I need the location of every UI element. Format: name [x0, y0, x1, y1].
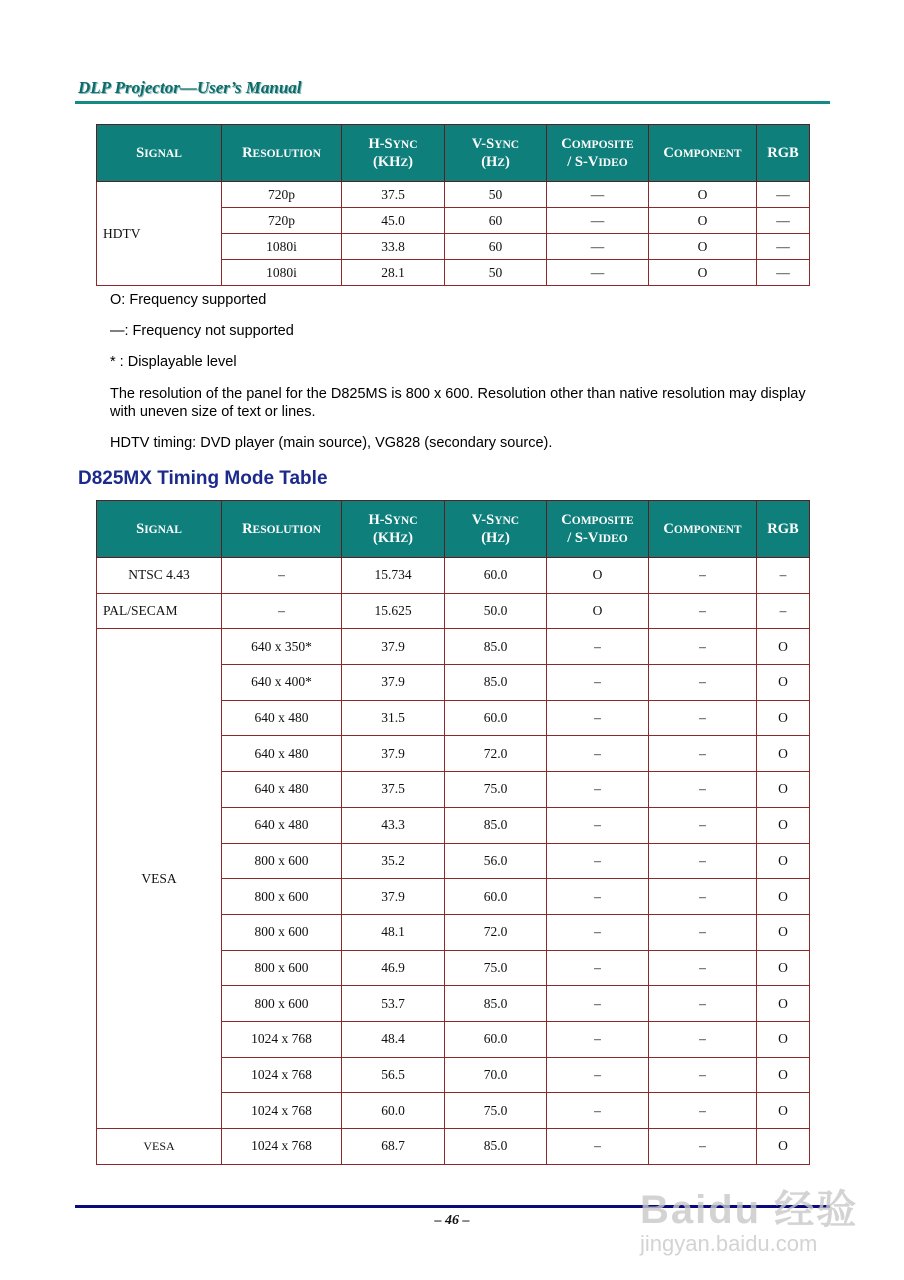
signal-cell: HDTV	[97, 182, 222, 286]
hsync-cell: 31.5	[342, 700, 445, 736]
component-cell: –	[649, 629, 757, 665]
rgb-cell: —	[757, 234, 810, 260]
composite-cell: –	[547, 843, 649, 879]
column-header: V-SYNC (HZ)	[445, 501, 547, 558]
column-header: COMPOSITE / S-VIDEO	[547, 501, 649, 558]
signal-cell: NTSC 4.43	[97, 558, 222, 594]
component-cell: –	[649, 1093, 757, 1129]
baidu-watermark	[640, 1178, 858, 1257]
rgb-cell: –	[757, 593, 810, 629]
component-cell: –	[649, 593, 757, 629]
hsync-cell: 37.9	[342, 736, 445, 772]
hsync-cell: 53.7	[342, 986, 445, 1022]
composite-cell: –	[547, 986, 649, 1022]
resolution-cell: 1024 x 768	[222, 1129, 342, 1165]
hsync-cell: 37.9	[342, 629, 445, 665]
resolution-cell: 1080i	[222, 234, 342, 260]
composite-cell: O	[547, 558, 649, 594]
signal-cell: VESA	[97, 1129, 222, 1165]
hsync-cell: 48.4	[342, 1021, 445, 1057]
column-header: COMPOSITE / S-VIDEO	[547, 125, 649, 182]
rgb-cell: —	[757, 208, 810, 234]
component-cell: O	[649, 260, 757, 286]
hsync-cell: 28.1	[342, 260, 445, 286]
header-smallcaps: Z	[400, 533, 409, 545]
hsync-cell: 35.2	[342, 843, 445, 879]
resolution-cell: 640 x 350*	[222, 629, 342, 665]
header-smallcaps: Z	[400, 157, 409, 169]
composite-cell: —	[547, 182, 649, 208]
rgb-cell: O	[757, 879, 810, 915]
component-cell: O	[649, 182, 757, 208]
header-smallcaps: ESOLUTION	[252, 523, 321, 536]
component-cell: –	[649, 736, 757, 772]
column-header: H-SYNC (KHZ)	[342, 501, 445, 558]
vsync-cell: 60.0	[445, 558, 547, 594]
column-header: COMPONENT	[649, 501, 757, 558]
header-title: DLP Projector—User’s Manual	[78, 78, 302, 97]
vsync-cell: 56.0	[445, 843, 547, 879]
composite-cell: –	[547, 1021, 649, 1057]
rgb-cell: O	[757, 1057, 810, 1093]
vsync-cell: 50.0	[445, 593, 547, 629]
vsync-cell: 75.0	[445, 772, 547, 808]
rgb-cell: O	[757, 700, 810, 736]
header-smallcaps: OMPONENT	[673, 147, 742, 160]
hsync-cell: 60.0	[342, 1093, 445, 1129]
resolution-cell: 800 x 600	[222, 843, 342, 879]
column-header: H-SYNC (KHZ)	[342, 125, 445, 182]
note-displayable: * : Displayable level	[110, 354, 237, 370]
d825mx-timing-table	[96, 500, 810, 1165]
composite-cell: —	[547, 208, 649, 234]
hsync-cell: 33.8	[342, 234, 445, 260]
rgb-cell: –	[757, 558, 810, 594]
rgb-cell: O	[757, 914, 810, 950]
component-cell: –	[649, 986, 757, 1022]
table-row	[97, 182, 810, 208]
note-supported: O: Frequency supported	[110, 292, 267, 308]
hsync-cell: 15.625	[342, 593, 445, 629]
composite-cell: –	[547, 807, 649, 843]
resolution-cell: 640 x 480	[222, 736, 342, 772]
header-smallcaps: YNC	[494, 514, 520, 527]
column-header: RGB	[757, 125, 810, 182]
hdtv-timing-table	[96, 124, 810, 286]
rgb-cell: O	[757, 665, 810, 701]
component-cell: –	[649, 914, 757, 950]
header-smallcaps: IDEO	[598, 157, 628, 169]
column-header: RESOLUTION	[222, 125, 342, 182]
header-smallcaps: IGNAL	[144, 523, 182, 536]
header-smallcaps: OMPOSITE	[571, 138, 634, 151]
component-cell: –	[649, 700, 757, 736]
resolution-cell: –	[222, 593, 342, 629]
component-cell: –	[649, 1021, 757, 1057]
resolution-cell: 640 x 480	[222, 807, 342, 843]
resolution-cell: 720p	[222, 208, 342, 234]
resolution-cell: 640 x 400*	[222, 665, 342, 701]
header-divider	[75, 101, 830, 104]
resolution-cell: 1024 x 768	[222, 1093, 342, 1129]
vsync-cell: 60.0	[445, 879, 547, 915]
page-number: – 46 –	[434, 1213, 470, 1228]
column-header: SIGNAL	[97, 125, 222, 182]
composite-cell: O	[547, 593, 649, 629]
column-header: V-SYNC (HZ)	[445, 125, 547, 182]
hsync-cell: 46.9	[342, 950, 445, 986]
header-smallcaps: ESOLUTION	[252, 147, 321, 160]
header-smallcaps: IDEO	[598, 533, 628, 545]
composite-cell: –	[547, 665, 649, 701]
rgb-cell: O	[757, 807, 810, 843]
hsync-cell: 56.5	[342, 1057, 445, 1093]
column-header: COMPONENT	[649, 125, 757, 182]
composite-cell: –	[547, 629, 649, 665]
composite-cell: –	[547, 914, 649, 950]
column-header: SIGNAL	[97, 501, 222, 558]
hsync-cell: 37.5	[342, 182, 445, 208]
vsync-cell: 75.0	[445, 1093, 547, 1129]
component-cell: –	[649, 807, 757, 843]
note-hdtv-timing: HDTV timing: DVD player (main source), VG828 (secondary source).	[110, 435, 553, 451]
vsync-cell: 60.0	[445, 1021, 547, 1057]
vsync-cell: 85.0	[445, 986, 547, 1022]
vsync-cell: 50	[445, 182, 547, 208]
table-row	[97, 629, 810, 665]
table-row	[97, 558, 810, 594]
hsync-cell: 68.7	[342, 1129, 445, 1165]
resolution-cell: 640 x 480	[222, 700, 342, 736]
rgb-cell: O	[757, 736, 810, 772]
hsync-cell: 37.9	[342, 665, 445, 701]
vsync-cell: 85.0	[445, 665, 547, 701]
rgb-cell: —	[757, 182, 810, 208]
section-title: D825MX Timing Mode Table	[78, 468, 328, 489]
component-cell: –	[649, 1129, 757, 1165]
signal-cell: PAL/SECAM	[97, 593, 222, 629]
vsync-cell: 72.0	[445, 914, 547, 950]
table-row	[97, 1129, 810, 1165]
component-cell: –	[649, 665, 757, 701]
vsync-cell: 75.0	[445, 950, 547, 986]
note-resolution: The resolution of the panel for the D825MS is 800 x 600. Resolution other than native resolution may display with uneven size of text or lines.	[110, 386, 806, 420]
composite-cell: –	[547, 1057, 649, 1093]
component-cell: –	[649, 1057, 757, 1093]
column-header: RESOLUTION	[222, 501, 342, 558]
resolution-cell: 800 x 600	[222, 950, 342, 986]
signal-cell: VESA	[97, 629, 222, 1129]
composite-cell: –	[547, 736, 649, 772]
header-smallcaps: YNC	[392, 514, 418, 527]
watermark-url: jingyan.baidu.com	[640, 1231, 818, 1256]
header-smallcaps: OMPONENT	[673, 523, 742, 536]
resolution-cell: –	[222, 558, 342, 594]
hsync-cell: 43.3	[342, 807, 445, 843]
rgb-cell: O	[757, 950, 810, 986]
vsync-cell: 50	[445, 260, 547, 286]
vsync-cell: 70.0	[445, 1057, 547, 1093]
rgb-cell: O	[757, 772, 810, 808]
composite-cell: —	[547, 260, 649, 286]
header-smallcaps: YNC	[392, 138, 418, 151]
component-cell: O	[649, 208, 757, 234]
rgb-cell: O	[757, 1129, 810, 1165]
composite-cell: –	[547, 950, 649, 986]
component-cell: –	[649, 950, 757, 986]
hsync-cell: 48.1	[342, 914, 445, 950]
component-cell: O	[649, 234, 757, 260]
header-smallcaps: IGNAL	[144, 147, 182, 160]
resolution-cell: 800 x 600	[222, 986, 342, 1022]
header-smallcaps: OMPOSITE	[571, 514, 634, 527]
vsync-cell: 85.0	[445, 629, 547, 665]
note-not-supported: —: Frequency not supported	[110, 323, 294, 339]
rgb-cell: O	[757, 1021, 810, 1057]
header-smallcaps: YNC	[494, 138, 520, 151]
composite-cell: —	[547, 234, 649, 260]
vsync-cell: 85.0	[445, 1129, 547, 1165]
header-smallcaps: Z	[497, 157, 505, 169]
composite-cell: –	[547, 700, 649, 736]
rgb-cell: O	[757, 629, 810, 665]
rgb-cell: O	[757, 843, 810, 879]
resolution-cell: 1024 x 768	[222, 1057, 342, 1093]
composite-cell: –	[547, 772, 649, 808]
hsync-cell: 37.9	[342, 879, 445, 915]
resolution-cell: 800 x 600	[222, 914, 342, 950]
rgb-cell: —	[757, 260, 810, 286]
component-cell: –	[649, 879, 757, 915]
component-cell: –	[649, 558, 757, 594]
resolution-cell: 800 x 600	[222, 879, 342, 915]
header-smallcaps: Z	[497, 533, 505, 545]
component-cell: –	[649, 772, 757, 808]
composite-cell: –	[547, 879, 649, 915]
resolution-cell: 1024 x 768	[222, 1021, 342, 1057]
vsync-cell: 60.0	[445, 700, 547, 736]
vsync-cell: 72.0	[445, 736, 547, 772]
column-header: RGB	[757, 501, 810, 558]
resolution-cell: 1080i	[222, 260, 342, 286]
rgb-cell: O	[757, 1093, 810, 1129]
vsync-cell: 60	[445, 208, 547, 234]
resolution-cell: 720p	[222, 182, 342, 208]
rgb-cell: O	[757, 986, 810, 1022]
hsync-cell: 37.5	[342, 772, 445, 808]
hsync-cell: 45.0	[342, 208, 445, 234]
vsync-cell: 60	[445, 234, 547, 260]
watermark-logo: Baidu 经验	[640, 1188, 859, 1232]
composite-cell: –	[547, 1093, 649, 1129]
component-cell: –	[649, 843, 757, 879]
resolution-cell: 640 x 480	[222, 772, 342, 808]
composite-cell: –	[547, 1129, 649, 1165]
hsync-cell: 15.734	[342, 558, 445, 594]
table-row	[97, 593, 810, 629]
vsync-cell: 85.0	[445, 807, 547, 843]
